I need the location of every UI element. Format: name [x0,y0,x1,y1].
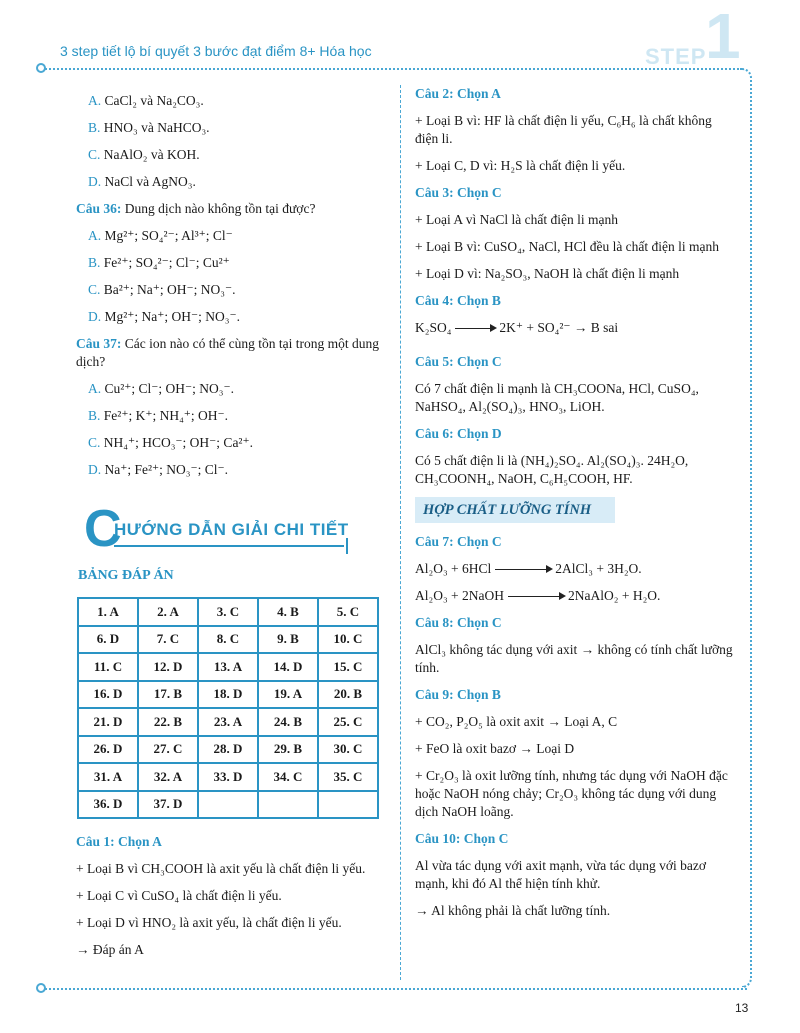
option-label: A. [88,93,102,108]
answer-cell: 5. C [318,598,378,626]
equation-right: 2AlCl₃ + 3H₂O. [555,561,642,576]
answer-cell: 18. D [198,681,258,709]
answer-cell: 17. B [138,681,198,709]
answer-row [78,708,378,736]
q37-options [76,380,388,479]
text-line: + Cr₂O₃ là oxit lưỡng tính, nhưng tác dụng với NaOH đặc hoặc NaOH nóng chảy; Cr₂O₃ không tác dụng với dung dịch NaOH loãng. [415,768,728,819]
c3-lines [415,211,735,283]
c7-equations [415,560,735,605]
option-item [76,227,388,245]
option-item [76,407,388,425]
option-text: Mg²⁺; Na⁺; OH⁻; NO₃⁻. [104,309,241,324]
option-label: C. [88,282,101,297]
c10-lines [415,857,735,920]
c6-lines [415,452,735,488]
text-line: Có 7 chất điện li mạnh là CH₃COONa, HCl, CuSO₄, NaHSO₄, Al₂(SO₄)₃, HNO₃, LiOH. [415,381,699,414]
text-line: Al vừa tác dụng với axit mạnh, vừa tác dụng với bazơ mạnh, khi đó Al thể hiện tính khử. [415,858,706,891]
answer-cell: 1. A [78,598,138,626]
text-line: + CO₂, P₂O₅ là oxit axit → Loại A, C [415,714,618,729]
c1-lines [76,860,388,959]
answer-table-title: BẢNG ĐÁP ÁN [78,568,174,583]
answer-cell: 37. D [138,791,198,819]
answer-cell: 27. C [138,736,198,764]
answer-cell [198,791,258,819]
c6-heading: Câu 6: Chọn D [415,426,502,441]
answer-row [78,791,378,819]
answer-cell: 29. B [258,736,318,764]
answer-cell: 15. C [318,653,378,681]
answer-cell: 9. B [258,626,318,654]
answer-cell: 3. C [198,598,258,626]
right-column [415,85,735,929]
equation-left: Al₂O₃ + 6HCl [415,561,492,576]
text-line: + Loại B vì: HF là chất điện li yếu, C₆H₆ là chất không điện li. [415,113,712,146]
text-line: → Đáp án A [76,942,144,957]
option-label: C. [88,435,101,450]
answer-cell: 14. D [258,653,318,681]
step-word: STEP [645,44,707,69]
banner-underline [114,545,344,547]
c9-heading: Câu 9: Chọn B [415,687,501,702]
answer-cell: 23. A [198,708,258,736]
answer-cell: 10. C [318,626,378,654]
answer-cell: 20. B [318,681,378,709]
option-label: B. [88,255,101,270]
question-36-number: Câu 36: [76,201,122,216]
answer-cell: 2. A [138,598,198,626]
frame-right-border [742,68,752,988]
answer-cell: 12. D [138,653,198,681]
c1-heading: Câu 1: Chọn A [76,834,162,849]
answer-cell: 19. A [258,681,318,709]
text-line: + Loại B vì CH₃COOH là axit yếu là chất điện li yếu. [76,861,366,876]
option-item [76,119,388,137]
text-line: + Loại A vì NaCl là chất điện li mạnh [415,212,618,227]
text-line: AlCl₃ không tác dụng với axit → không có tính chất lưỡng tính. [415,642,733,675]
option-item [76,173,388,191]
frame-dot-bottom [36,983,46,993]
section-heading: HỢP CHẤT LƯỠNG TÍNH [415,497,615,523]
option-label: A. [88,228,102,243]
banner-initial: C [84,500,122,558]
frame-dot-top [36,63,46,73]
option-text: Cu²⁺; Cl⁻; OH⁻; NO₃⁻. [104,381,235,396]
c9-lines [415,713,735,821]
option-label: D. [88,462,102,477]
text-line: + FeO là oxit bazơ → Loại D [415,741,575,756]
c4-heading: Câu 4: Chọn B [415,293,501,308]
question-37-number: Câu 37: [76,336,122,351]
option-text: Na⁺; Fe²⁺; NO₃⁻; Cl⁻. [104,462,229,477]
q35-options [76,92,388,191]
option-text: Fe²⁺; K⁺; NH₄⁺; OH⁻. [103,408,229,423]
header-title: 3 step tiết lộ bí quyết 3 bước đạt điểm 8+ Hóa học [60,43,372,59]
answer-cell: 25. C [318,708,378,736]
option-label: B. [88,408,101,423]
answer-cell: 24. B [258,708,318,736]
question-37-text: Các ion nào có thể cùng tồn tại trong một dung dịch? [76,336,379,369]
c3-heading: Câu 3: Chọn C [415,185,502,200]
equation-right: 2NaAlO₂ + H₂O. [568,588,661,603]
c4-eq-left: K₂SO₄ [415,320,452,335]
option-text: HNO₃ và NaHCO₃. [103,120,210,135]
answer-row [78,681,378,709]
option-item [76,254,388,272]
text-line: + Loại D vì: Na₂SO₃, NaOH là chất điện li mạnh [415,266,680,281]
answer-cell [258,791,318,819]
answer-cell: 35. C [318,763,378,791]
answer-cell: 4. B [258,598,318,626]
answer-cell: 6. D [78,626,138,654]
text-line: + Loại C, D vì: H₂S là chất điện li yếu. [415,158,626,173]
reaction-arrow-icon [455,328,495,329]
option-label: B. [88,120,101,135]
c8-lines [415,641,735,677]
answer-cell: 33. D [198,763,258,791]
text-line: + Loại D vì HNO₂ là axit yếu, là chất điện li yếu. [76,915,342,930]
frame-bottom-border [42,988,747,990]
answer-cell [318,791,378,819]
column-divider [400,85,401,980]
option-item [76,281,388,299]
question-37 [76,335,388,371]
option-label: D. [88,309,102,324]
option-item [76,461,388,479]
c4-eq-right: 2K⁺ + SO₄²⁻ → B sai [499,320,619,335]
option-label: A. [88,381,102,396]
solution-banner [76,500,388,559]
text-line: Có 5 chất điện li là (NH₄)₂SO₄. Al₂(SO₄)₃. 24H₂O, CH₃COONH₄, NaOH, C₆H₅COOH, HF. [415,453,689,486]
answer-cell: 28. D [198,736,258,764]
option-item [76,92,388,110]
banner-text: HƯỚNG DẪN GIẢI CHI TIẾT [114,520,349,539]
text-line: + Loại C vì CuSO₄ là chất điện li yếu. [76,888,282,903]
option-text: CaCl₂ và Na₂CO₃. [104,93,204,108]
answer-cell: 36. D [78,791,138,819]
answer-cell: 26. D [78,736,138,764]
question-36 [76,200,388,218]
answer-cell: 34. C [258,763,318,791]
option-text: NaCl và AgNO₃. [104,174,196,189]
c2-lines [415,112,735,175]
reaction-arrow-icon [508,596,564,597]
left-column [76,92,388,968]
answer-cell: 30. C [318,736,378,764]
option-text: NaAlO₂ và KOH. [103,147,200,162]
step-logo [635,0,755,74]
answer-row [78,736,378,764]
question-36-text: Dung dịch nào không tồn tại được? [124,201,316,216]
option-label: C. [88,147,101,162]
option-text: NH₄⁺; HCO₃⁻; OH⁻; Ca²⁺. [103,435,253,450]
text-line: → Al không phải là chất lưỡng tính. [415,903,611,918]
c7-heading: Câu 7: Chọn C [415,534,502,549]
option-text: Mg²⁺; SO₄²⁻; Al³⁺; Cl⁻ [104,228,233,243]
c10-heading: Câu 10: Chọn C [415,831,509,846]
text-line: + Loại B vì: CuSO₄, NaCl, HCl đều là chất điện li mạnh [415,239,720,254]
page-number: 13 [735,1001,749,1015]
answer-table [77,597,379,819]
answer-cell: 21. D [78,708,138,736]
option-text: Ba²⁺; Na⁺; OH⁻; NO₃⁻. [103,282,236,297]
c2-heading: Câu 2: Chọn A [415,86,501,101]
answer-cell: 31. A [78,763,138,791]
frame-top-border [42,68,742,70]
equation-line [415,560,735,578]
option-item [76,434,388,452]
option-text: Fe²⁺; SO₄²⁻; Cl⁻; Cu²⁺ [103,255,230,270]
answer-cell: 11. C [78,653,138,681]
step-number: 1 [705,0,741,72]
c5-heading: Câu 5: Chọn C [415,354,502,369]
c8-heading: Câu 8: Chọn C [415,615,502,630]
answer-cell: 7. C [138,626,198,654]
q36-options [76,227,388,326]
answer-cell: 13. A [198,653,258,681]
equation-left: Al₂O₃ + 2NaOH [415,588,505,603]
option-label: D. [88,174,102,189]
option-item [76,308,388,326]
answer-cell: 8. C [198,626,258,654]
answer-row [78,598,378,626]
answer-row [78,653,378,681]
option-item [76,380,388,398]
answer-cell: 32. A [138,763,198,791]
answer-row [78,626,378,654]
answer-cell: 16. D [78,681,138,709]
answer-cell: 22. B [138,708,198,736]
c4-equation [415,319,735,337]
answer-row [78,763,378,791]
equation-line [415,587,735,605]
c5-lines [415,380,735,416]
reaction-arrow-icon [495,569,551,570]
option-item [76,146,388,164]
